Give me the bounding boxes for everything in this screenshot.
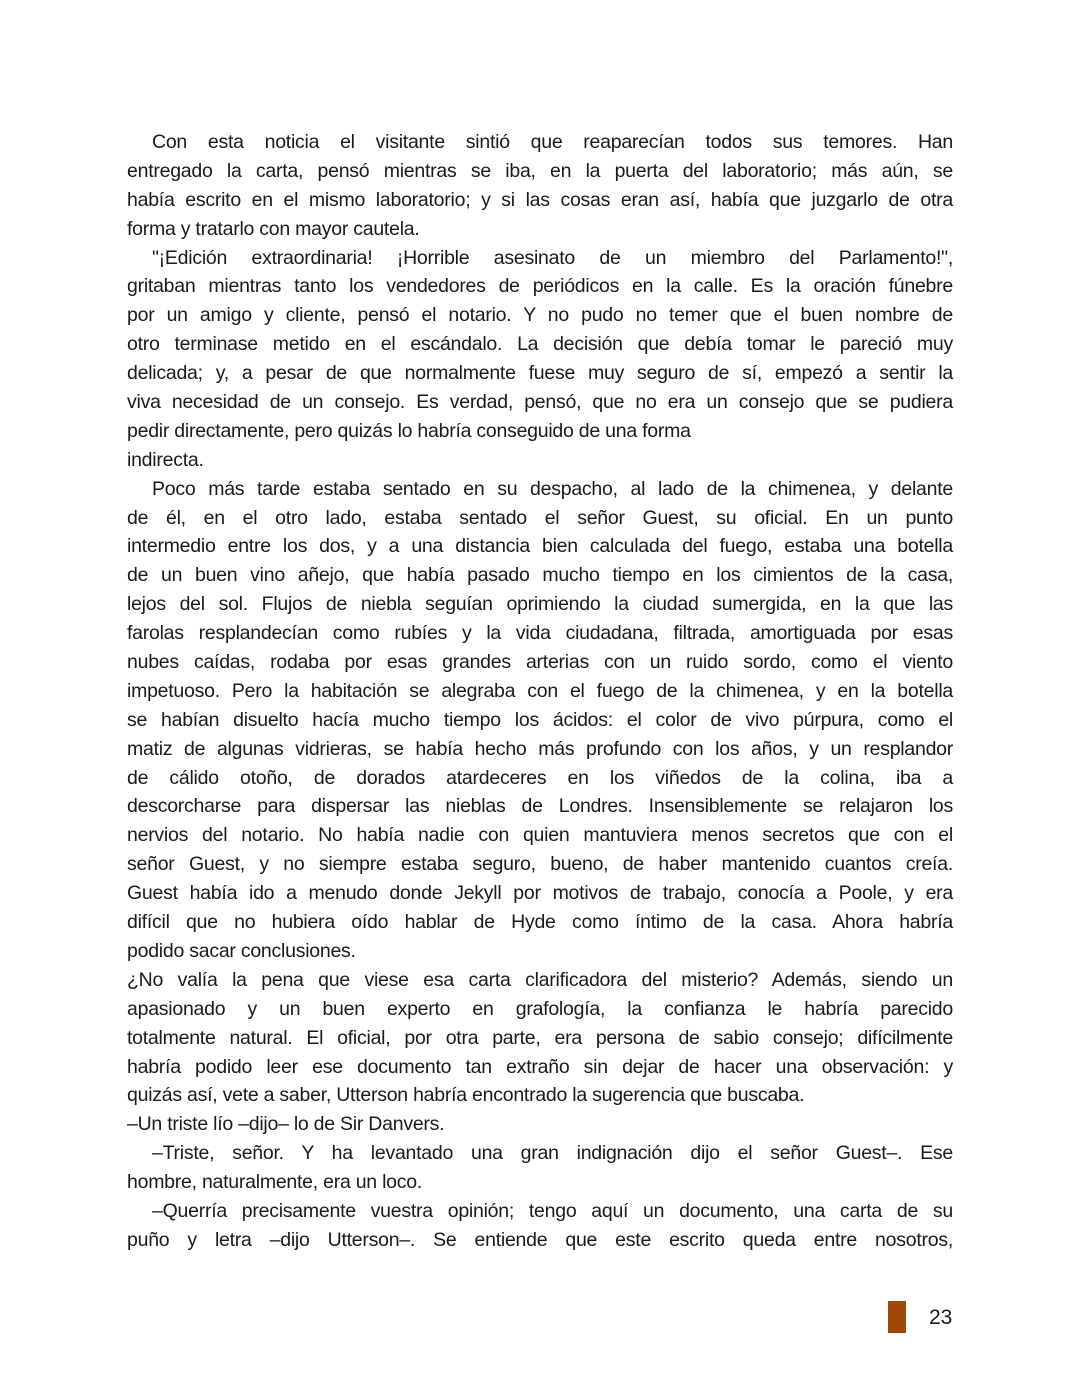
paragraph bbox=[127, 128, 953, 244]
text-line: viva necesidad de un consejo. Es verdad, pensó, que no era un consejo que se pudiera bbox=[127, 391, 953, 414]
paragraph bbox=[127, 475, 953, 966]
text-line: –Triste, señor. Y ha levantado una gran indignación dijo el señor Guest–. Ese bbox=[152, 1142, 953, 1165]
text-line: apasionado y un buen experto en grafología, la confianza le habría parecido bbox=[127, 997, 953, 1020]
paragraph bbox=[127, 966, 953, 1110]
paragraph bbox=[127, 1139, 953, 1197]
text-line: nervios del notario. No había nadie con quien mantuviera menos secretos que con el bbox=[127, 824, 953, 847]
text-line: Guest había ido a menudo donde Jekyll por motivos de trabajo, conocía a Poole, y era bbox=[127, 882, 953, 905]
text-line: –Querría precisamente vuestra opinión; tengo aquí un documento, una carta de su bbox=[152, 1199, 953, 1222]
text-line: descorcharse para dispersar las nieblas de Londres. Insensiblemente se relajaron los bbox=[127, 795, 953, 818]
text-line: Poco más tarde estaba sentado en su despacho, al lado de la chimenea, y delante bbox=[152, 477, 953, 500]
text-line: de cálido otoño, de dorados atardeceres en los viñedos de la colina, iba a bbox=[127, 766, 953, 789]
paragraph bbox=[127, 1110, 953, 1139]
text-line: había escrito en el mismo laboratorio; y si las cosas eran así, había que juzgarlo de otra bbox=[127, 188, 953, 211]
text-line: puño y letra –dijo Utterson–. Se entiende que este escrito queda entre nosotros, bbox=[127, 1228, 953, 1251]
text-line: "¡Edición extraordinaria! ¡Horrible asesinato de un miembro del Parlamento!", bbox=[152, 246, 953, 269]
text-line: forma y tratarlo con mayor cautela. bbox=[127, 217, 420, 240]
text-line: pedir directamente, pero quizás lo habría conseguido de una forma bbox=[127, 419, 691, 442]
text-line: –Un triste lío –dijo– lo de Sir Danvers. bbox=[127, 1113, 445, 1136]
text-line: quizás así, vete a saber, Utterson habría encontrado la sugerencia que buscaba. bbox=[127, 1084, 805, 1107]
text-line: de él, en el otro lado, estaba sentado el señor Guest, su oficial. En un punto bbox=[127, 506, 953, 529]
text-line: señor Guest, y no siempre estaba seguro, bueno, de haber mantenido cuantos creía. bbox=[127, 853, 953, 876]
text-line: se habían disuelto hacía mucho tiempo los ácidos: el color de vivo púrpura, como el bbox=[127, 708, 953, 731]
text-line: ¿No valía la pena que viese esa carta clarificadora del misterio? Además, siendo un bbox=[127, 968, 953, 991]
text-line: otro terminase metido en el escándalo. La decisión que debía tomar le pareció muy bbox=[127, 333, 953, 356]
text-line: difícil que no hubiera oído hablar de Hyde como íntimo de la casa. Ahora habría bbox=[127, 911, 953, 934]
text-line: por un amigo y cliente, pensó el notario. Y no pudo no temer que el buen nombre de bbox=[127, 304, 953, 327]
text-line: intermedio entre los dos, y a una distancia bien calculada del fuego, estaba una botella bbox=[127, 535, 953, 558]
text-line: nubes caídas, rodaba por esas grandes arterias con un ruido sordo, como el viento bbox=[127, 651, 953, 674]
page-number: 23 bbox=[929, 1306, 953, 1329]
text-line: Con esta noticia el visitante sintió que reaparecían todos sus temores. Han bbox=[152, 131, 953, 153]
text-line: impetuoso. Pero la habitación se alegraba con el fuego de la chimenea, y en la botella bbox=[127, 679, 953, 702]
text-line: lejos del sol. Flujos de niebla seguían oprimiendo la ciudad sumergida, en la que las bbox=[127, 593, 953, 616]
text-line: farolas resplandecían como rubíes y la vida ciudadana, filtrada, amortiguada por esas bbox=[127, 622, 953, 645]
text-line: indirecta. bbox=[127, 448, 204, 471]
text-line: gritaban mientras tanto los vendedores de periódicos en la calle. Es la oración fúnebre bbox=[127, 275, 953, 298]
text-line: matiz de algunas vidrieras, se había hecho más profundo con los años, y un resplandor bbox=[127, 737, 953, 760]
text-line: habría podido leer ese documento tan extraño sin dejar de hacer una observación: y bbox=[127, 1055, 953, 1078]
paragraph bbox=[127, 1197, 953, 1255]
text-line: hombre, naturalmente, era un loco. bbox=[127, 1171, 423, 1194]
paragraph bbox=[127, 244, 953, 475]
text-line: podido sacar conclusiones. bbox=[127, 939, 356, 962]
text-line: entregado la carta, pensó mientras se iba, en la puerta del laboratorio; más aún, se bbox=[127, 159, 953, 182]
text-line: totalmente natural. El oficial, por otra parte, era persona de sabio consejo; difícilmente bbox=[127, 1026, 953, 1049]
page-marker-bar bbox=[888, 1301, 906, 1333]
text-line: delicada; y, a pesar de que normalmente fuese muy seguro de sí, empezó a sentir la bbox=[127, 362, 953, 385]
body-text bbox=[127, 128, 953, 1255]
text-line: de un buen vino añejo, que había pasado mucho tiempo en los cimientos de la casa, bbox=[127, 564, 953, 587]
